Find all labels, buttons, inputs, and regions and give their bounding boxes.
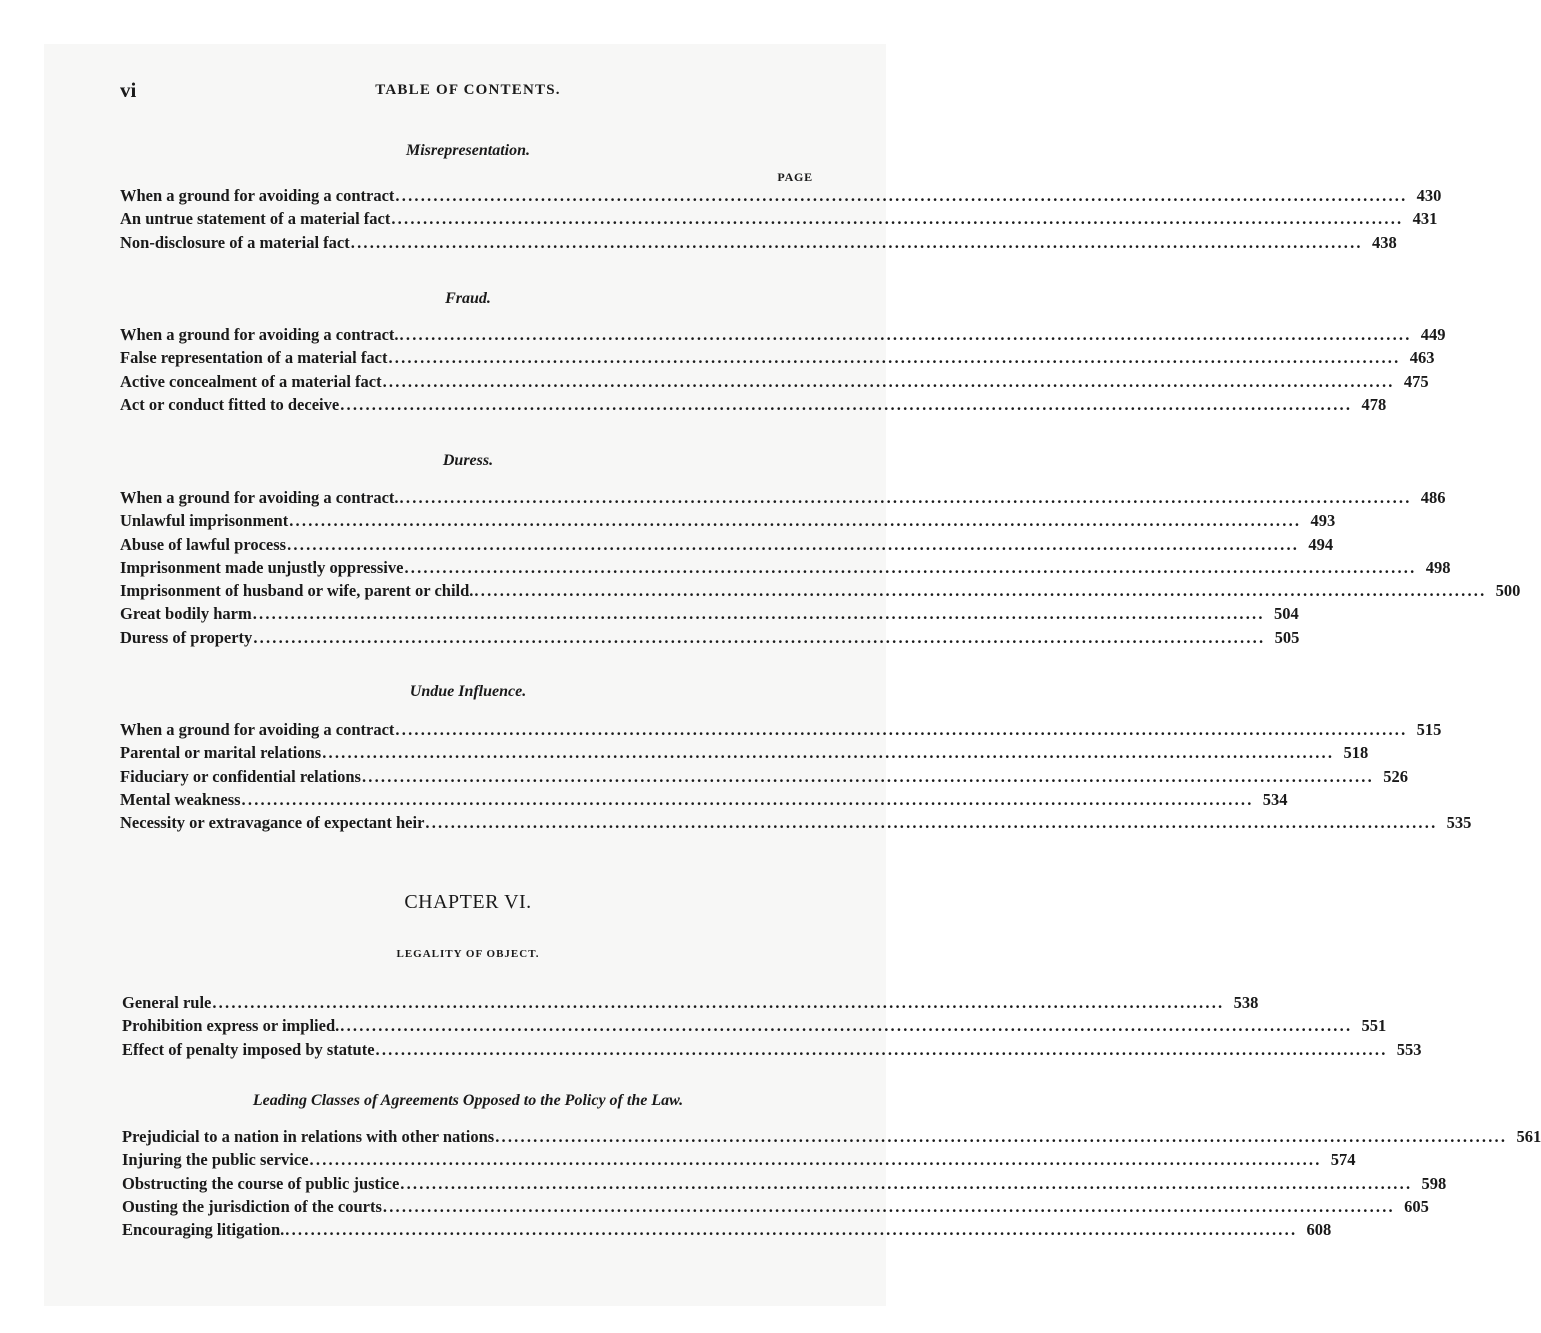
toc-entry[interactable]	[120, 743, 1369, 766]
toc-entry-page: 504	[1273, 604, 1299, 624]
toc-entry-text: Obstructing the course of public justice	[122, 1173, 400, 1193]
toc-entry[interactable]	[120, 186, 1442, 209]
toc-entry-page: 534	[1262, 789, 1288, 809]
toc-entry-page: 478	[1361, 394, 1387, 414]
toc-entry[interactable]	[122, 1173, 1447, 1197]
toc-entry[interactable]	[120, 766, 1408, 790]
toc-entry[interactable]	[122, 993, 1259, 1016]
leader-dots: ................................................................................................................................................................	[340, 1016, 1353, 1036]
leader-dots: ................................................................................................................................................................	[404, 557, 1417, 577]
toc-entry[interactable]	[120, 209, 1438, 232]
toc-entry-page: 500	[1495, 581, 1521, 601]
toc-entry-page: 526	[1383, 766, 1408, 786]
running-title: TABLE OF CONTENTS.	[375, 82, 561, 98]
toc-entry-text: Great bodily harm	[120, 604, 252, 624]
toc-entry-page: 463	[1409, 348, 1435, 368]
toc-entry-page: 535	[1446, 813, 1472, 833]
section-title-misrepresentation: Misrepresentation.	[405, 142, 530, 159]
leader-dots: ................................................................................................................................................................	[382, 1196, 1395, 1216]
toc-entry-text: When a ground for avoiding a contract	[120, 186, 395, 205]
leader-dots: ................................................................................................................................................................	[495, 1127, 1508, 1146]
toc-entry-text: Ousting the jurisdiction of the courts	[122, 1196, 382, 1216]
chapter-title: CHAPTER VI.	[404, 891, 532, 913]
section-title-duress: Duress.	[442, 452, 494, 469]
leader-dots: ................................................................................................................................................................	[395, 720, 1408, 739]
leader-dots: ................................................................................................................................................................	[391, 209, 1404, 229]
toc-list-chapter-vi	[122, 993, 1422, 1063]
toc-entry[interactable]	[120, 348, 1435, 371]
toc-entry[interactable]	[122, 1196, 1429, 1220]
toc-entry-page: 518	[1343, 743, 1369, 763]
toc-entry[interactable]	[120, 627, 1300, 651]
toc-entry[interactable]	[122, 1016, 1387, 1039]
toc-entry[interactable]	[120, 604, 1299, 627]
page-column-label: PAGE	[777, 170, 813, 184]
toc-entry-page: 493	[1310, 511, 1336, 531]
toc-entry[interactable]	[122, 1127, 1541, 1150]
leader-dots: ................................................................................................................................................................	[309, 1150, 1322, 1170]
toc-entry-text: Act or conduct fitted to deceive	[120, 394, 340, 414]
toc-entry[interactable]	[120, 488, 1446, 511]
toc-entry-text: General rule	[122, 993, 212, 1012]
leader-dots: ................................................................................................................................................................	[388, 348, 1401, 368]
page-folio: vi	[120, 78, 137, 102]
toc-entry-text: Unlawful imprisonment	[120, 511, 289, 531]
toc-entry[interactable]	[120, 534, 1334, 558]
toc-entry[interactable]	[120, 511, 1336, 534]
toc-entry-text: An untrue statement of a material fact	[120, 209, 391, 229]
toc-entry[interactable]	[122, 1150, 1356, 1173]
toc-entry-text: Active concealment of a material fact	[120, 371, 382, 391]
toc-entry-page: 494	[1308, 534, 1334, 554]
leader-dots: ................................................................................................................................................................	[400, 1173, 1413, 1193]
section-title-undue-influence: Undue Influence.	[409, 683, 527, 700]
toc-entry[interactable]	[120, 371, 1429, 395]
leader-dots: ................................................................................................................................................................	[399, 488, 1412, 507]
toc-entry[interactable]	[122, 1220, 1332, 1243]
leader-dots: ................................................................................................................................................................	[212, 993, 1225, 1012]
toc-entry-text: Encouraging litigation.	[122, 1220, 285, 1240]
leader-dots: ................................................................................................................................................................	[425, 813, 1438, 833]
toc-list-undue-influence	[120, 720, 1472, 836]
toc-entry-text: Prohibition express or implied.	[122, 1016, 340, 1036]
toc-entry[interactable]	[122, 1039, 1422, 1063]
toc-entry-text: Duress of property	[120, 627, 253, 647]
toc-entry[interactable]	[120, 581, 1521, 604]
toc-entry-page: 553	[1396, 1039, 1422, 1059]
leader-dots: ................................................................................................................................................................	[253, 627, 1266, 647]
toc-entry-page: 608	[1306, 1220, 1332, 1240]
toc-entry-text: Non-disclosure of a material fact	[120, 232, 350, 252]
toc-entry[interactable]	[120, 325, 1446, 348]
toc-entry-page: 449	[1420, 325, 1446, 344]
leader-dots: ................................................................................................................................................................	[289, 511, 1302, 531]
leader-dots: ................................................................................................................................................................	[322, 743, 1335, 763]
section-title-policy-of-law: Leading Classes of Agreements Opposed to the Policy of the Law.	[252, 1092, 684, 1109]
toc-entry-text: Abuse of lawful process	[120, 534, 287, 554]
toc-entry-page: 486	[1420, 488, 1446, 507]
toc-entry[interactable]	[120, 557, 1451, 581]
toc-list-duress	[120, 488, 1521, 651]
toc-entry[interactable]	[120, 394, 1387, 418]
toc-entry-page: 505	[1274, 627, 1300, 647]
toc-entry-page: 561	[1516, 1127, 1541, 1146]
leader-dots: ................................................................................................................................................................	[285, 1220, 1298, 1240]
toc-entry[interactable]	[120, 813, 1472, 836]
toc-entry-page: 574	[1330, 1150, 1356, 1170]
toc-entry[interactable]	[120, 232, 1397, 256]
toc-entry-text: Necessity or extravagance of expectant heir	[120, 813, 425, 833]
toc-entry-text: When a ground for avoiding a contract.	[120, 488, 399, 507]
toc-entry-text: Imprisonment of husband or wife, parent or child.	[120, 581, 474, 601]
toc-entry-page: 551	[1361, 1016, 1387, 1036]
leader-dots: ................................................................................................................................................................	[474, 581, 1487, 601]
toc-list-misrepresentation	[120, 186, 1442, 256]
toc-list-fraud	[120, 325, 1446, 418]
toc-entry[interactable]	[120, 789, 1288, 813]
toc-entry-page: 515	[1416, 720, 1442, 739]
toc-entry-page: 475	[1403, 371, 1429, 391]
chapter-subtitle: LEGALITY OF OBJECT.	[396, 948, 540, 960]
leader-dots: ................................................................................................................................................................	[395, 186, 1408, 205]
toc-list-policy-of-law	[122, 1127, 1541, 1243]
toc-entry-text: Prejudicial to a nation in relations with other nations	[122, 1127, 495, 1146]
toc-entry-text: When a ground for avoiding a contract.	[120, 325, 399, 344]
toc-entry-text: Injuring the public service	[122, 1150, 309, 1170]
toc-entry[interactable]	[120, 720, 1442, 743]
leader-dots: ................................................................................................................................................................	[361, 766, 1374, 786]
toc-entry-text: Parental or marital relations	[120, 743, 322, 763]
leader-dots: ................................................................................................................................................................	[252, 604, 1265, 624]
toc-entry-page: 431	[1412, 209, 1438, 229]
toc-entry-text: Mental weakness	[120, 789, 241, 809]
leader-dots: ................................................................................................................................................................	[382, 371, 1395, 391]
toc-entry-text: Fiduciary or confidential relations	[120, 766, 361, 786]
toc-entry-text: When a ground for avoiding a contract	[120, 720, 395, 739]
leader-dots: ................................................................................................................................................................	[241, 789, 1254, 809]
leader-dots: ................................................................................................................................................................	[287, 534, 1300, 554]
toc-entry-page: 605	[1404, 1196, 1429, 1216]
toc-entry-text: Effect of penalty imposed by statute	[122, 1039, 375, 1059]
leader-dots: ................................................................................................................................................................	[399, 325, 1412, 344]
toc-entry-page: 498	[1425, 557, 1451, 577]
leader-dots: ................................................................................................................................................................	[375, 1039, 1388, 1059]
toc-entry-page: 438	[1372, 232, 1397, 252]
toc-entry-text: False representation of a material fact	[120, 348, 388, 368]
toc-entry-text: Imprisonment made unjustly oppressive	[120, 557, 404, 577]
toc-entry-page: 598	[1421, 1173, 1447, 1193]
toc-entry-page: 538	[1233, 993, 1259, 1012]
toc-entry-page: 430	[1416, 186, 1442, 205]
leader-dots: ................................................................................................................................................................	[340, 394, 1353, 414]
section-title-fraud: Fraud.	[445, 290, 491, 307]
leader-dots: ................................................................................................................................................................	[350, 232, 1363, 252]
